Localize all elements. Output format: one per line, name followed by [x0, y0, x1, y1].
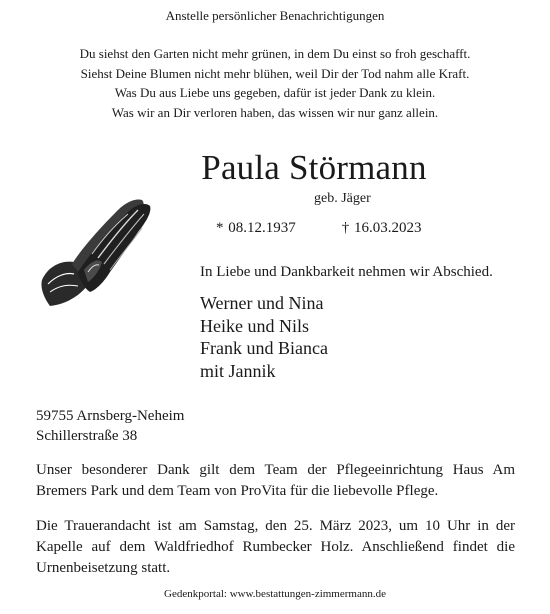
mourner: mit Jannik — [200, 360, 276, 381]
mourners-list — [200, 292, 328, 382]
birth-name: geb. Jäger — [314, 191, 371, 206]
mourner: Werner und Nina — [200, 293, 324, 313]
poem — [0, 44, 550, 122]
farewell-text: In Liebe und Dankbarkeit nehmen wir Abschied. — [200, 264, 493, 280]
poem-line: Was wir an Dir verloren haben, das wissen wir nur ganz allein. — [111, 104, 439, 120]
thanks-paragraph: Unser besonderer Dank gilt dem Team der Pflegeeinrichtung Haus Am Bremers Park und dem Team von ProVita für die liebevolle Pflege. — [36, 462, 515, 499]
header-note: Anstelle persönlicher Benachrichtigungen — [165, 8, 385, 23]
life-dates — [216, 220, 422, 237]
death-date: † 16.03.2023 — [341, 220, 422, 236]
address-street: Schillerstraße 38 — [36, 428, 138, 444]
poem-line: Was Du aus Liebe uns gegeben, dafür ist jeder Dank zu klein. — [114, 85, 436, 100]
poem-line: Siehst Deine Blumen nicht mehr blühen, weil Dir der Tod nahm alle Kraft. — [80, 65, 470, 81]
poem-line: Du siehst den Garten nicht mehr grünen, in dem Du einst so froh geschafft. — [79, 46, 471, 61]
birth-date: * 08.12.1937 — [216, 220, 296, 236]
mourner: Heike und Nils — [200, 315, 309, 336]
praying-hands-icon — [38, 192, 162, 310]
service-paragraph: Die Trauerandacht ist am Samstag, den 25. März 2023, um 10 Uhr in der Kapelle auf dem Waldfriedhof Rumbecker Holz. Anschließend findet die Urnenbeisetzung statt. — [36, 518, 515, 576]
address — [36, 406, 184, 446]
mourner: Frank und Bianca — [200, 338, 328, 358]
deceased-name: Paula Störmann — [201, 148, 427, 187]
memorial-portal: Gedenkportal: www.bestattungen-zimmermann.de — [164, 588, 386, 600]
address-city: 59755 Arnsberg-Neheim — [36, 408, 185, 424]
